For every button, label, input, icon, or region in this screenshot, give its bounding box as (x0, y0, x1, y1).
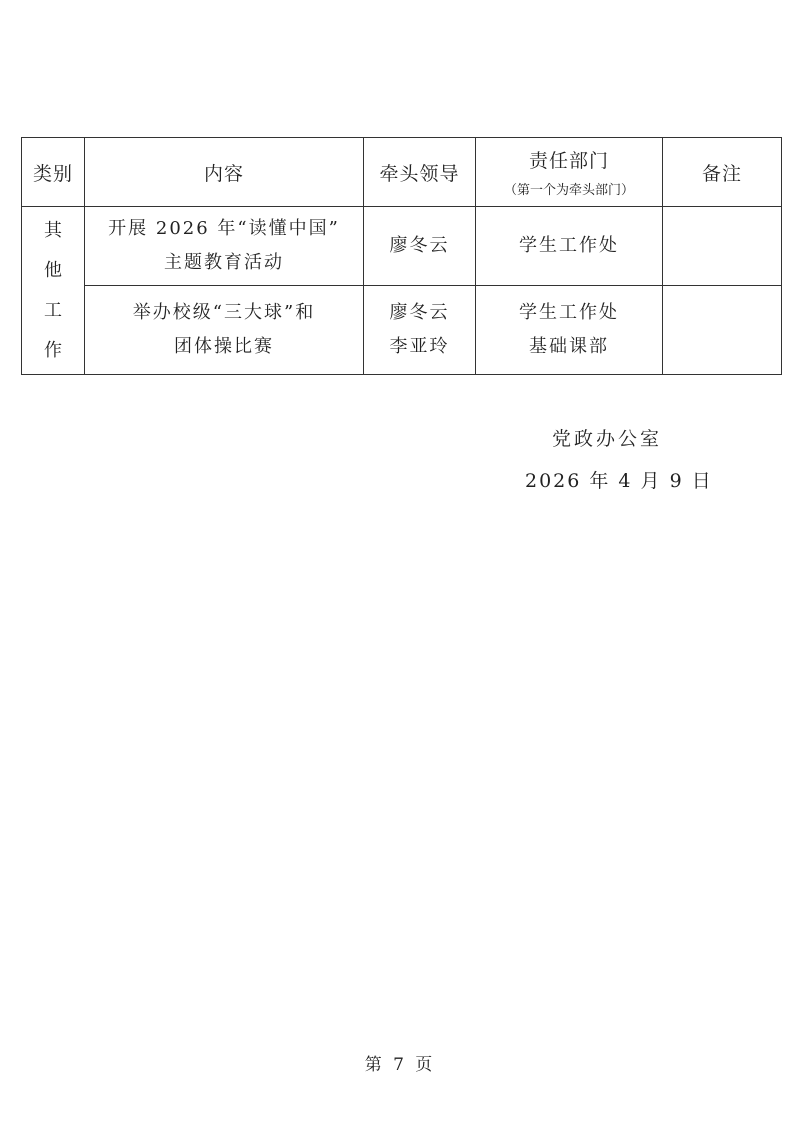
content-cell (85, 286, 364, 375)
category-char: 工 (44, 299, 62, 321)
issue-date: 2026 年 4 月 9 日 (525, 470, 713, 492)
department-name: 学生工作处 (519, 235, 619, 256)
work-plan-table (21, 137, 782, 375)
leader-name: 李亚玲 (389, 336, 450, 357)
header-remarks: 备注 (663, 138, 782, 207)
content-cell (85, 207, 364, 286)
department-cell (476, 207, 663, 286)
category-char: 他 (44, 259, 62, 281)
department-name: 基础课部 (529, 336, 609, 357)
content-line: 主题教育活动 (164, 252, 284, 273)
content-line: 团体操比赛 (174, 336, 274, 357)
page-number: 第 7 页 (364, 1055, 436, 1075)
header-content: 内容 (85, 138, 364, 207)
table-row (22, 207, 782, 286)
content-line: 举办校级“三大球”和 (132, 302, 316, 323)
leader-name: 廖冬云 (389, 302, 450, 323)
content-line: 开展 2026 年“读懂中国” (108, 218, 340, 239)
remarks-cell (663, 207, 782, 286)
header-lead-leader: 牵头领导 (364, 138, 476, 207)
table-row (22, 286, 782, 375)
category-cell (22, 207, 85, 375)
header-category: 类别 (22, 138, 85, 207)
category-char: 其 (44, 219, 62, 241)
table-header-row (22, 138, 782, 207)
header-department (476, 138, 663, 207)
leader-cell (364, 286, 476, 375)
department-name: 学生工作处 (519, 302, 619, 323)
header-department-note: （第一个为牵头部门） (503, 183, 634, 198)
department-cell (476, 286, 663, 375)
issuer-name: 党政办公室 (552, 428, 663, 450)
leader-cell (364, 207, 476, 286)
header-department-label: 责任部门 (528, 150, 609, 172)
category-char: 作 (44, 339, 62, 361)
leader-name: 廖冬云 (389, 235, 450, 256)
remarks-cell (663, 286, 782, 375)
